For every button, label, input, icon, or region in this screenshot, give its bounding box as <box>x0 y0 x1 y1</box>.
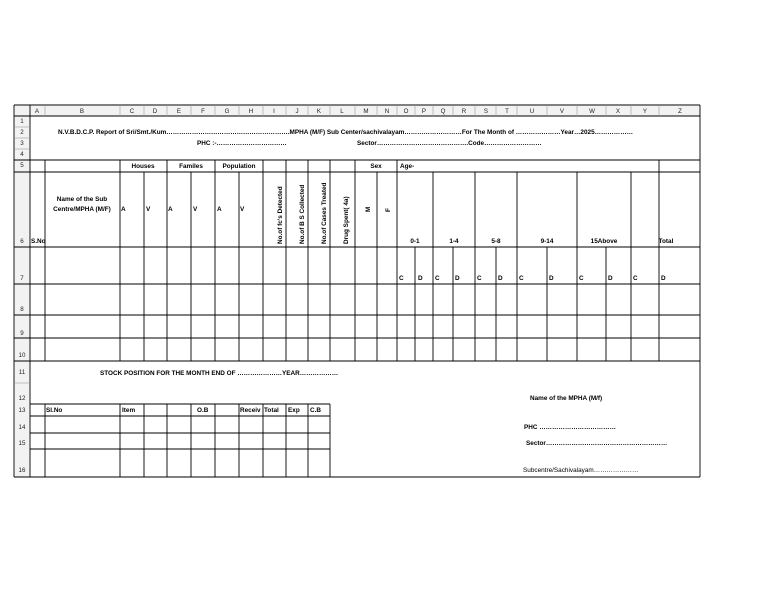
fc-detected-header: No.of fc's Detected <box>277 186 284 244</box>
familes-a-header: A <box>168 206 173 213</box>
sno-header: S.No <box>31 238 46 245</box>
report-title: N.V.B.D.C.P. Report of Sri/Smt./Kum………………………………………………….MPHA (M/F) Sub Center/sachivalayam………………………For The Month of …………………Year…2025……………… <box>58 129 633 136</box>
col-header-r[interactable]: R <box>461 108 467 115</box>
bs-collected-header: No.of B S Collected <box>299 184 306 244</box>
row-header-7[interactable]: 7 <box>20 275 24 282</box>
col-header-k[interactable]: K <box>316 108 322 115</box>
col-header-u[interactable]: U <box>529 108 535 115</box>
col-header-x[interactable]: X <box>615 108 621 115</box>
female-header: F <box>385 208 392 212</box>
stock-total-header: Total <box>264 407 279 414</box>
row-header-12[interactable]: 12 <box>18 395 26 402</box>
col-header-c[interactable]: C <box>129 108 135 115</box>
row-header-16[interactable]: 16 <box>18 467 26 474</box>
stock-title: STOCK POSITION FOR THE MONTH END OF …………………YEAR……………… <box>100 370 339 377</box>
row-header-15[interactable]: 15 <box>18 440 26 447</box>
col-header-m[interactable]: M <box>363 108 369 115</box>
stock-receiv-header: Receiv <box>240 407 261 414</box>
cd-header-2: D <box>418 275 423 282</box>
cd-header-6: D <box>498 275 503 282</box>
cd-header-4: D <box>455 275 460 282</box>
population-a-header: A <box>217 206 222 213</box>
cd-header-9: C <box>579 275 584 282</box>
mpha-phc-label: PHC ……………………………… <box>524 424 616 431</box>
age-group-9-14: 9-14 <box>540 238 554 245</box>
cd-header-1: C <box>399 275 404 282</box>
col-header-a[interactable]: A <box>34 108 40 115</box>
name-header-line1: Name of the Sub <box>56 196 108 203</box>
stock-item-header: Item <box>122 407 136 414</box>
houses-a-header: A <box>121 206 126 213</box>
col-header-n[interactable]: N <box>384 108 390 115</box>
age-group-5-8: 5-8 <box>491 238 501 245</box>
houses-v-header: V <box>146 206 151 213</box>
row-header-11[interactable]: 11 <box>18 369 26 376</box>
col-header-l[interactable]: L <box>340 108 344 115</box>
cases-treated-header: No.of Cases Treated <box>321 182 328 244</box>
col-header-z[interactable]: Z <box>678 108 682 115</box>
familes-v-header: V <box>193 206 198 213</box>
drug-spent-header: Drug Spent( 4a) <box>343 196 350 244</box>
mpha-name-label: Name of the MPHA (M/f) <box>530 395 603 402</box>
col-header-o[interactable]: O <box>403 108 409 115</box>
grid-lines <box>14 105 700 477</box>
row-header-10[interactable]: 10 <box>18 352 26 359</box>
male-header: M <box>365 206 372 212</box>
stock-ob-header: O.B <box>197 407 209 414</box>
col-header-y[interactable]: Y <box>642 108 648 115</box>
col-header-i[interactable]: I <box>273 108 275 115</box>
col-header-q[interactable]: Q <box>440 108 446 115</box>
row-header-1[interactable]: 1 <box>20 118 24 125</box>
stock-cb-header: C.B <box>310 407 322 414</box>
cd-header-8: D <box>549 275 554 282</box>
mpha-subcentre-label: Subcentre/Sachivalayam………………… <box>523 467 639 474</box>
col-header-b[interactable]: B <box>79 108 85 115</box>
row-header-5[interactable]: 5 <box>20 162 24 169</box>
cd-header-5: C <box>477 275 482 282</box>
row-header-13[interactable]: 13 <box>18 407 26 414</box>
age-header: Age- <box>400 163 415 170</box>
col-header-e[interactable]: E <box>176 108 182 115</box>
col-header-s[interactable]: S <box>483 108 489 115</box>
cd-header-10: D <box>608 275 613 282</box>
col-header-g[interactable]: G <box>224 108 230 115</box>
stock-exp-header: Exp <box>288 407 300 414</box>
col-header-v[interactable]: V <box>559 108 565 115</box>
report-phc: PHC :-…………………………… <box>197 140 287 147</box>
col-header-w[interactable]: W <box>589 108 595 115</box>
population-header: Population <box>222 163 256 170</box>
row-header-14[interactable]: 14 <box>18 424 26 431</box>
col-header-p[interactable]: P <box>421 108 427 115</box>
cd-header-3: C <box>435 275 440 282</box>
stock-slno-header: Sl.No <box>46 407 63 414</box>
age-group-0-1: 0-1 <box>410 238 420 245</box>
familes-header: Familes <box>179 163 203 170</box>
report-sector-code: Sector…………………………………….Code……………………… <box>357 140 542 147</box>
cd-header-11: C <box>633 275 638 282</box>
col-header-j[interactable]: J <box>295 108 299 115</box>
col-header-h[interactable]: H <box>248 108 254 115</box>
column-header-band <box>14 106 700 116</box>
mpha-sector-label: Sector………………………………………………… <box>526 440 668 447</box>
population-v-header: V <box>240 206 245 213</box>
row-header-3[interactable]: 3 <box>20 140 24 147</box>
age-group-1-4: 1-4 <box>449 238 459 245</box>
cd-header-7: C <box>519 275 524 282</box>
row-header-6[interactable]: 6 <box>20 238 24 245</box>
col-header-d[interactable]: D <box>152 108 158 115</box>
row-header-4[interactable]: 4 <box>20 151 24 158</box>
cd-header-12: D <box>661 275 666 282</box>
col-header-t[interactable]: T <box>505 108 509 115</box>
age-group-total: Total <box>658 238 674 245</box>
sex-header: Sex <box>370 163 382 170</box>
row-header-8[interactable]: 8 <box>20 306 24 313</box>
row-header-9[interactable]: 9 <box>20 330 24 337</box>
row-header-2[interactable]: 2 <box>20 129 24 136</box>
name-header-line2: Centre/MPHA (M/F) <box>53 206 111 213</box>
age-group-15above: 15Above <box>590 238 618 245</box>
houses-header: Houses <box>131 163 155 170</box>
col-header-f[interactable]: F <box>201 108 205 115</box>
